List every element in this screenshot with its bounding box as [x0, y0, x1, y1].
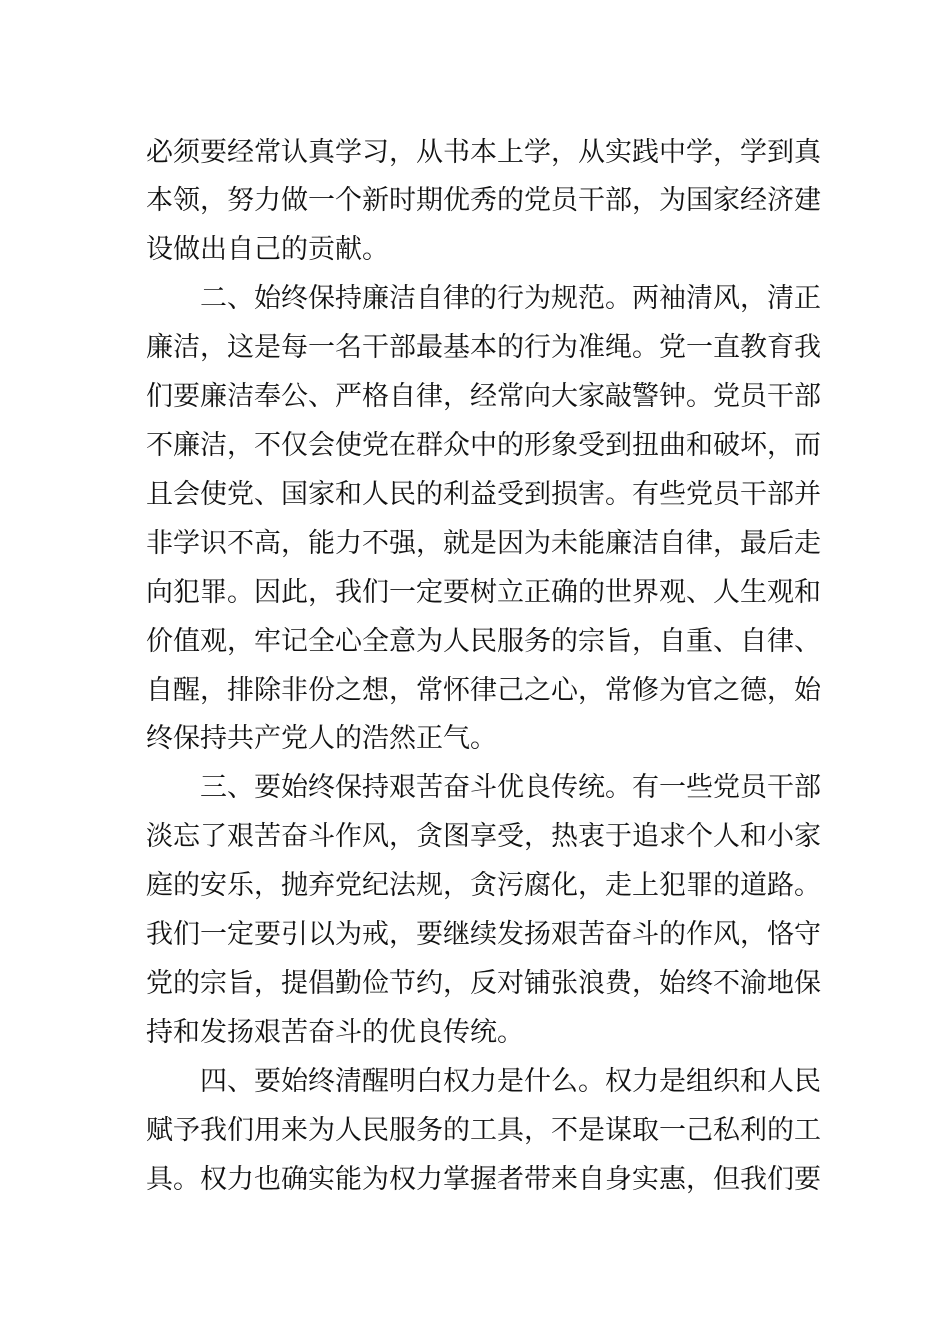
paragraph-line: 价值观，牢记全心全意为人民服务的宗旨，自重、自律、: [146, 626, 821, 657]
paragraph-line: 党的宗旨，提倡勤俭节约，反对铺张浪费，始终不渝地保: [146, 968, 821, 999]
paragraph-line: 三、要始终保持艰苦奋斗优良传统。有一些党员干部: [200, 772, 821, 803]
paragraph-line: 自醒，排除非份之想，常怀律己之心，常修为官之德，始: [146, 675, 821, 706]
paragraph-line: 且会使党、国家和人民的利益受到损害。有些党员干部并: [146, 479, 821, 510]
paragraph-line: 具。权力也确实能为权力掌握者带来自身实惠，但我们要: [146, 1164, 821, 1195]
paragraph-line: 我们一定要引以为戒，要继续发扬艰苦奋斗的作风，恪守: [146, 919, 821, 950]
paragraph-line: 必须要经常认真学习，从书本上学，从实践中学，学到真: [146, 137, 821, 168]
paragraph-line: 赋予我们用来为人民服务的工具，不是谋取一己私利的工: [146, 1115, 821, 1146]
paragraph-line: 四、要始终清醒明白权力是什么。权力是组织和人民: [200, 1066, 821, 1097]
paragraph-line: 庭的安乐，抛弃党纪法规，贪污腐化，走上犯罪的道路。: [146, 870, 821, 901]
paragraph-line: 持和发扬艰苦奋斗的优良传统。: [146, 1017, 524, 1048]
paragraph-line: 本领，努力做一个新时期优秀的党员干部，为国家经济建: [146, 185, 821, 216]
paragraph-line: 二、始终保持廉洁自律的行为规范。两袖清风，清正: [200, 283, 821, 314]
paragraph-line: 向犯罪。因此，我们一定要树立正确的世界观、人生观和: [146, 577, 821, 608]
paragraph-line: 设做出自己的贡献。: [146, 234, 389, 265]
paragraph-line: 非学识不高，能力不强，就是因为未能廉洁自律，最后走: [146, 528, 821, 559]
paragraph-line: 们要廉洁奉公、严格自律，经常向大家敲警钟。党员干部: [146, 381, 821, 412]
paragraph-line: 终保持共产党人的浩然正气。: [146, 723, 497, 754]
paragraph-line: 不廉洁，不仅会使党在群众中的形象受到扭曲和破坏，而: [146, 430, 821, 461]
paragraph-line: 廉洁，这是每一名干部最基本的行为准绳。党一直教育我: [146, 332, 821, 363]
paragraph-line: 淡忘了艰苦奋斗作风，贪图享受，热衷于追求个人和小家: [146, 821, 821, 852]
